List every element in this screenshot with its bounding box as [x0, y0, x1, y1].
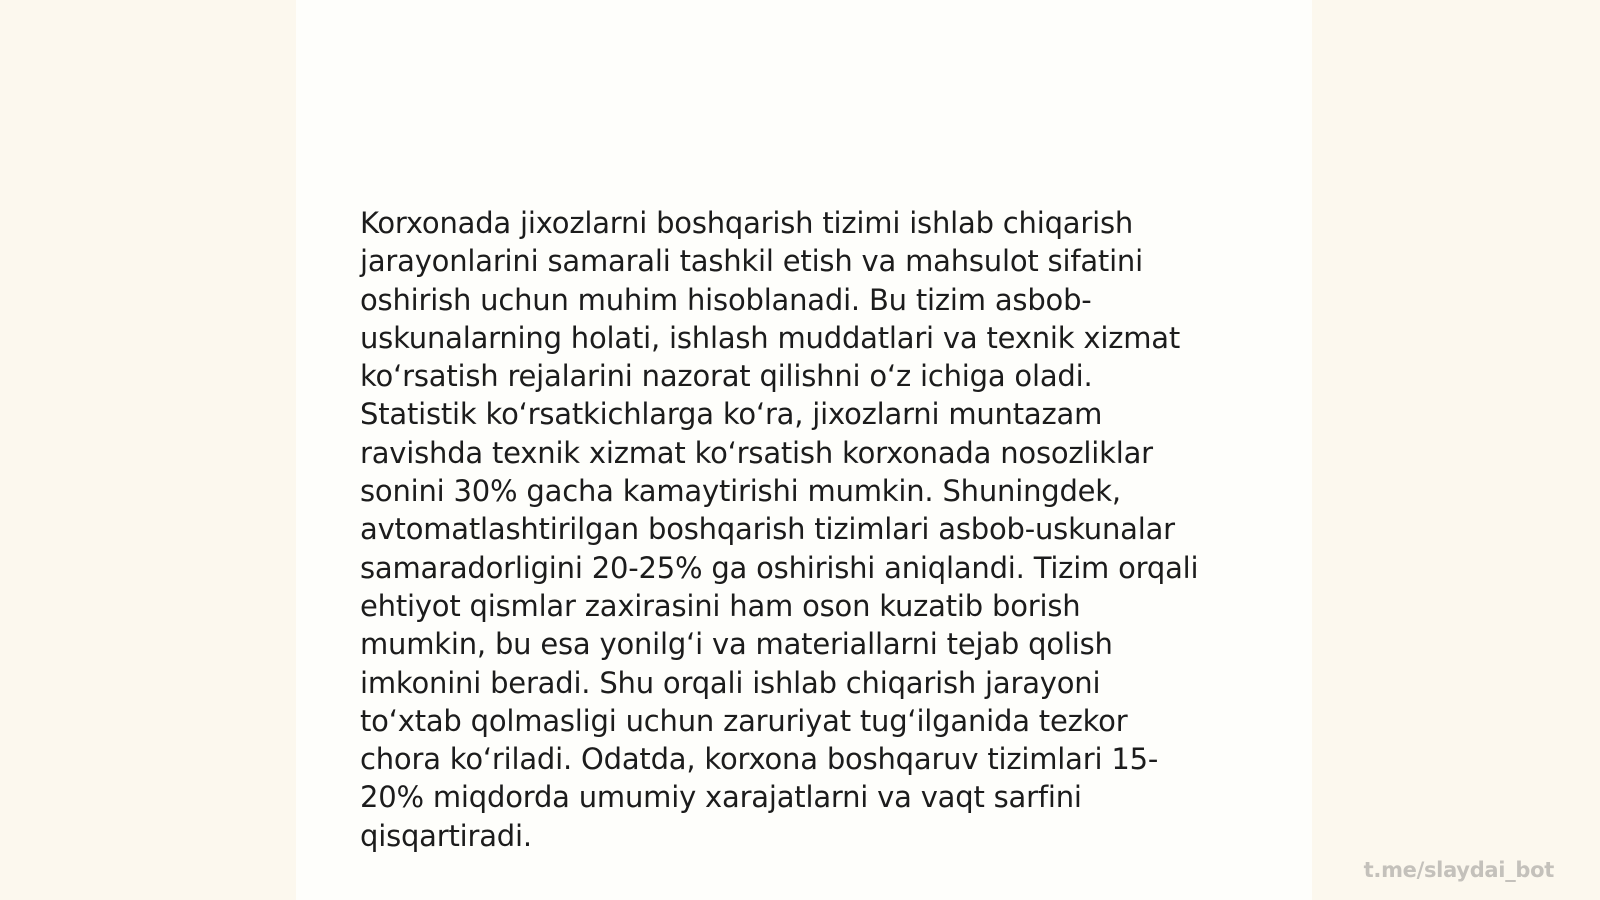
body-line: ravishda texnik xizmat koʻrsatish korxonada nosozliklar	[360, 435, 1153, 470]
body-line: qisqartiradi.	[360, 818, 532, 853]
body-line: ehtiyot qismlar zaxirasini ham oson kuzatib borish	[360, 588, 1081, 623]
body-line: koʻrsatish rejalarini nazorat qilishni oʻz ichiga oladi.	[360, 359, 1093, 394]
body-line: 20% miqdorda umumiy xarajatlarni va vaqt sarfini	[360, 780, 1082, 815]
body-line: jarayonlarini samarali tashkil etish va mahsulot sifatini	[360, 244, 1143, 279]
body-line: avtomatlashtirilgan boshqarish tizimlari asbob-uskunalar	[360, 512, 1175, 547]
watermark-text: t.me/slaydai_bot	[1363, 858, 1554, 882]
body-line: oshirish uchun muhim hisoblanadi. Bu tizim asbob-	[360, 282, 1092, 317]
body-line: imkonini beradi. Shu orqali ishlab chiqarish jarayoni	[360, 665, 1101, 700]
body-line: uskunalarning holati, ishlash muddatlari va texnik xizmat	[360, 320, 1181, 355]
body-line: samaradorligini 20-25% ga oshirishi aniqlandi. Tizim orqali	[360, 550, 1199, 585]
body-line: Korxonada jixozlarni boshqarish tizimi ishlab chiqarish	[360, 206, 1134, 240]
body-line: toʻxtab qolmasligi uchun zaruriyat tugʻilganida tezkor	[360, 703, 1128, 738]
body-line: mumkin, bu esa yonilgʻi va materiallarni tejab qolish	[360, 627, 1113, 662]
body-line: sonini 30% gacha kamaytirishi mumkin. Shuningdek,	[360, 474, 1121, 509]
body-paragraph	[360, 204, 1250, 855]
body-line: Statistik koʻrsatkichlarga koʻra, jixozlarni muntazam	[360, 397, 1103, 432]
body-line: chora koʻriladi. Odatda, korxona boshqaruv tizimlari 15-	[360, 742, 1159, 777]
